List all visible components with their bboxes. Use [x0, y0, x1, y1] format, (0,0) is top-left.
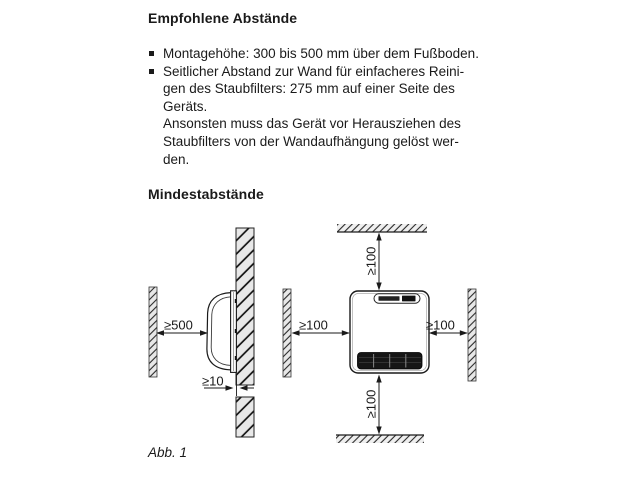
list-item — [148, 45, 520, 63]
ceiling-hatch — [337, 224, 427, 232]
right-wall-hatch — [468, 289, 476, 381]
side-view-diagram — [149, 228, 254, 437]
device-side-view — [207, 291, 237, 373]
list-item-text: gen des Staubfilters: 275 mm auf einer Seite des — [163, 81, 455, 97]
mounting-wall-hatch — [236, 228, 254, 437]
list-item-continuation — [148, 98, 520, 116]
list-item-text: Seitlicher Abstand zur Wand für einfacheres Reini- — [163, 63, 465, 79]
dimension-label-right-clearance: ≥100 — [426, 317, 455, 333]
control-panel — [374, 294, 420, 303]
air-outlet-grille — [358, 353, 423, 370]
device-front-view — [350, 291, 429, 373]
opposite-wall-hatch — [149, 287, 157, 377]
list-item — [148, 63, 520, 81]
left-wall-hatch — [283, 289, 291, 377]
instructions-list — [148, 45, 520, 168]
dimension-label-bottom-clearance: ≥100 — [363, 389, 379, 419]
dimension-label-front-clearance: ≥500 — [164, 317, 193, 333]
floor-hatch — [336, 435, 424, 443]
list-item-continuation — [148, 80, 520, 98]
list-item-text: den. — [163, 151, 190, 167]
dimension-label-top-clearance: ≥100 — [363, 246, 379, 276]
section-title-recommended-distances: Empfohlene Abstände — [148, 10, 298, 26]
bullet-square-icon — [149, 51, 154, 56]
dimension-label-wall-gap: ≥10 — [202, 373, 224, 389]
front-view-diagram — [283, 224, 476, 443]
minimum-distances-figure — [140, 212, 490, 450]
list-item-continuation — [148, 151, 520, 169]
figure-caption: Abb. 1 — [148, 445, 188, 460]
list-item-text: Staubfilters von der Wandaufhängung gelöst wer- — [163, 133, 459, 149]
list-item-text: Ansonsten muss das Gerät vor Herausziehen des — [163, 116, 461, 132]
section-title-minimum-distances: Mindestabstände — [148, 186, 264, 202]
bullet-square-icon — [149, 69, 154, 74]
list-item-continuation — [148, 115, 520, 133]
list-item-text: Geräts. — [163, 98, 208, 114]
list-item-text: Montagehöhe: 300 bis 500 mm über dem Fußboden. — [163, 46, 479, 61]
dimension-label-left-clearance: ≥100 — [299, 317, 328, 333]
list-item-continuation — [148, 133, 520, 151]
